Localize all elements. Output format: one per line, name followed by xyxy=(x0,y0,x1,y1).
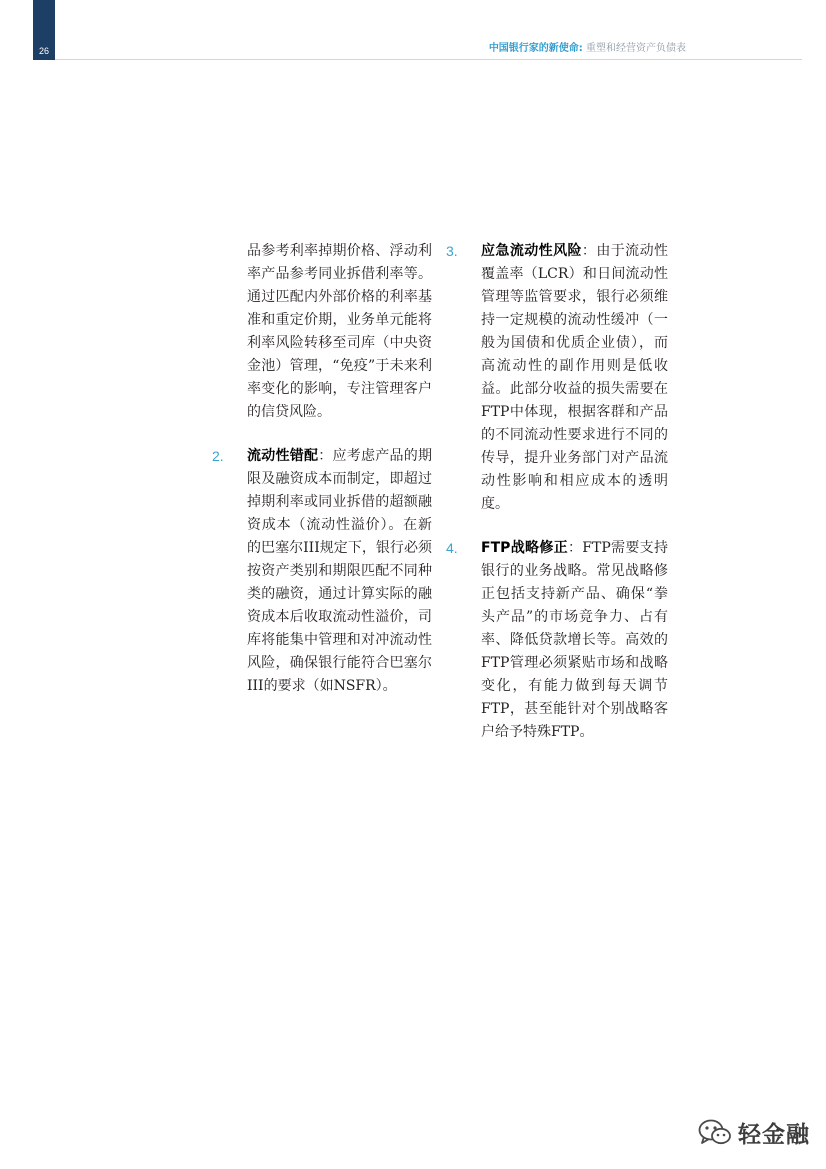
running-head xyxy=(489,43,686,55)
left-column xyxy=(212,240,432,719)
item-lead: 流动性错配 xyxy=(247,448,319,464)
item-text: ：由于流动性覆盖率（LCR）和日间流动性管理等监管要求，银行必须维持一定规模的流动性缓冲（一般为国债和优质企业债），而高流动性的副作用则是低收益。此部分收益的损失需要在FTP中体现，根据客群和产品的不同流动性要求进行不同的传导，提升业务部门对产品流动性影响和相应成本的透明度。 xyxy=(481,243,669,512)
item-number: 2. xyxy=(212,448,224,464)
header-rule xyxy=(55,59,802,60)
item-lead: 应急流动性风险 xyxy=(481,243,582,259)
running-head-title: 中国银行家的新使命: xyxy=(488,43,583,54)
item-lead: FTP战略修正 xyxy=(481,540,568,556)
page-number-tab xyxy=(33,0,55,60)
page-number: 26 xyxy=(38,46,49,56)
item-text: ：FTP需要支持银行的业务战略。常见战略修正包括支持新产品、确保“拳头产品”的市场竞争力、占有率、降低贷款增长等。高效的FTP管理必须紧贴市场和战略变化，有能力做到每天调节FTP，甚至能针对个别战略客户给予特殊FTP。 xyxy=(481,540,668,740)
list-item-3 xyxy=(446,240,668,516)
right-column xyxy=(446,240,668,765)
watermark xyxy=(698,1114,810,1150)
item-number: 3. xyxy=(446,243,458,259)
item-text: ：应考虑产品的期限及融资成本而制定，即超过掉期利率或同业拆借的超额融资成本（流动性溢价）。在新的巴塞尔III规定下，银行必须按资产类别和期限匹配不同种类的融资，通过计算实际的融资成本后收取流动性溢价，司库将能集中管理和对冲流动性风险，确保银行能符合巴塞尔III的要求（如NSFR）。 xyxy=(247,448,432,694)
list-item-2 xyxy=(212,445,432,698)
running-head-subtitle: 重塑和经营资产负债表 xyxy=(582,43,686,54)
watermark-text: 轻金融 xyxy=(738,1121,810,1148)
item-number: 4. xyxy=(446,540,458,556)
wechat-icon xyxy=(698,1118,732,1146)
list-item-4 xyxy=(446,537,668,744)
continuation-paragraph: 品参考利率掉期价格、浮动利率产品参考同业拆借利率等。通过匹配内外部价格的利率基准和重定价期，业务单元能将利率风险转移至司库（中央资金池）管理，“免疫”于未来利率变化的影响，专注管理客户的信贷风险。 xyxy=(247,243,432,420)
